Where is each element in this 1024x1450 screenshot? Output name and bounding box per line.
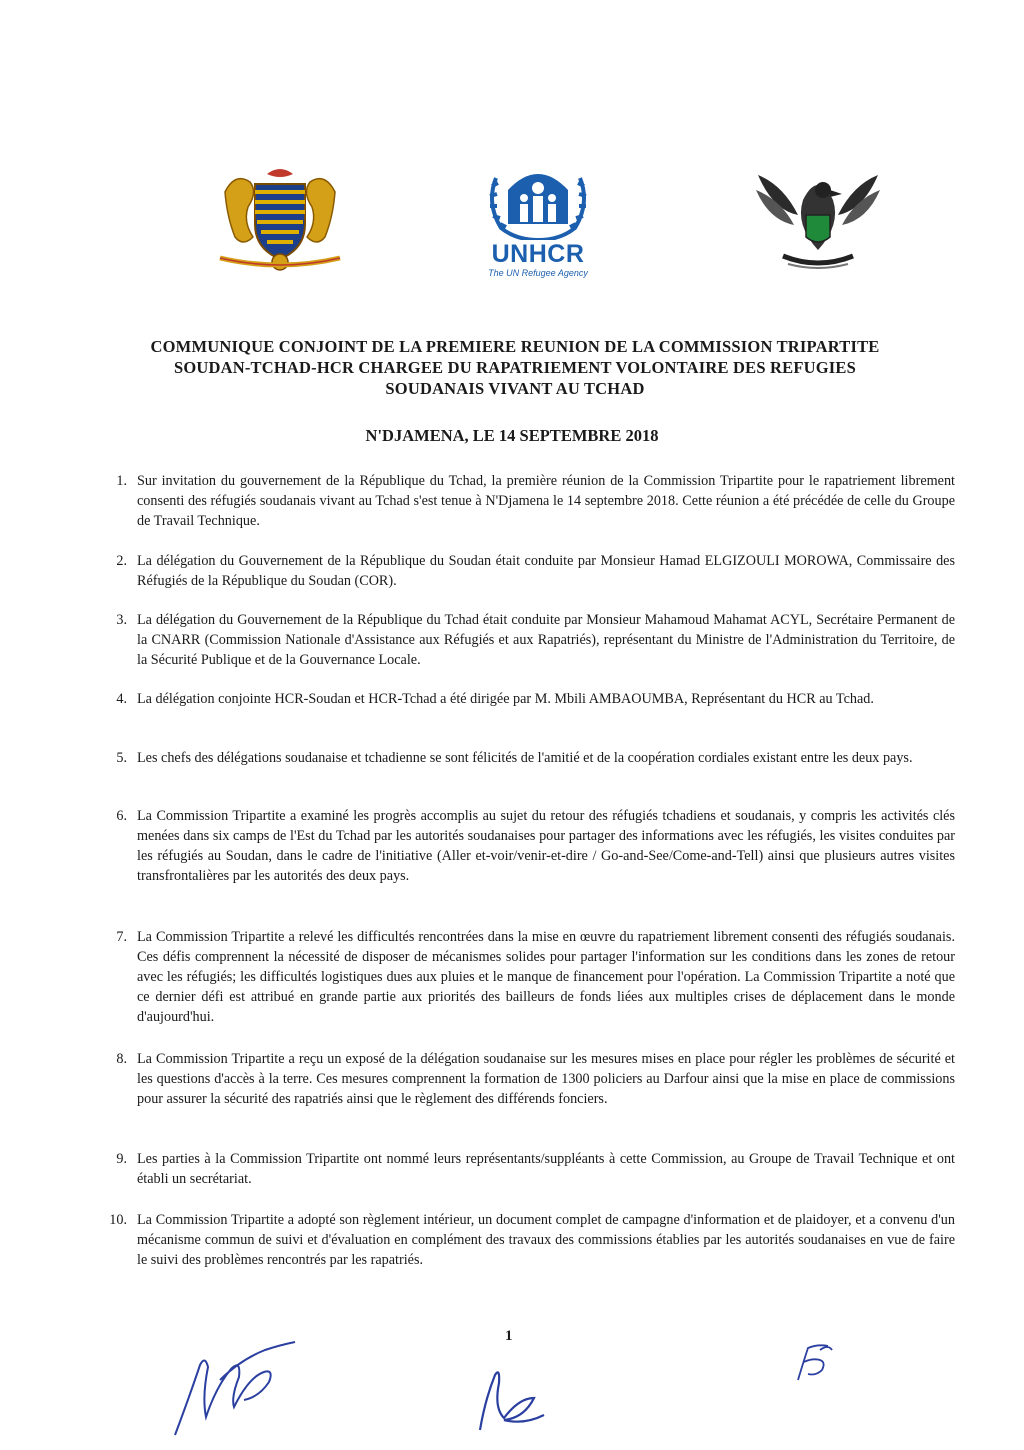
item-number: 5. <box>116 750 127 766</box>
item-number: 9. <box>116 1151 127 1167</box>
item-number: 2. <box>116 553 127 569</box>
unhcr-logo <box>478 158 598 280</box>
item-number: 10. <box>109 1212 127 1228</box>
item-text: La Commission Tripartite a examiné les progrès accomplis au sujet du retour des réfugiés tchadiens et soudanais, y compris les activités clés menées dans six camps de l'Est du Tchad par les autorités soudanaises pour partager des informations avec les réfugiés, les visites conduites par les réfugiés au Soudan, dans le cadre de l'initiative (Aller et-voir/venir-et-dire / Go-and-See/Come-and-Tell) ainsi que plusieurs autres visites transfrontalières par les autorités des deux pays. <box>137 808 955 884</box>
item-number: 4. <box>116 691 127 707</box>
item-text: Les chefs des délégations soudanaise et tchadienne se sont félicités de l'amitié et de la coopération cordiales existant entre les deux pays. <box>137 750 913 766</box>
title-line-1: COMMUNIQUE CONJOINT DE LA PREMIERE REUNION DE LA COMMISSION TRIPARTITE <box>150 337 880 356</box>
item-text: La délégation du Gouvernement de la République du Tchad était conduite par Monsieur Mahamoud Mahamat ACYL, Secrétaire Permanent de la CNARR (Commission Nationale d'Assistance aux Réfugiés et aux Rapatriés), représentant du Ministre de l'Administration du Territoire, de la Sécurité Publique et de la Gouvernance Locale. <box>137 612 955 668</box>
item-text: Les parties à la Commission Tripartite ont nommé leurs représentants/suppléants à cette Commission, au Groupe de Travail Technique et ont établi un secrétariat. <box>137 1151 955 1187</box>
item-text: La Commission Tripartite a adopté son règlement intérieur, un document complet de campagne d'information et de plaidoyer, et a convenu d'un mécanisme commun de suivi et d'évaluation en complément des travaux des commissions établies par les autorités soudanaises en vue de faire le suivi des problèmes rencontrés par les rapatriés. <box>137 1212 955 1268</box>
item-number: 7. <box>116 929 127 945</box>
unhcr-tagline: The UN Refugee Agency <box>488 268 588 278</box>
item-text: La délégation du Gouvernement de la République du Soudan était conduite par Monsieur Hamad ELGIZOULI MOROWA, Commissaire des Réfugiés de la République du Soudan (COR). <box>137 553 955 589</box>
chad-coat-of-arms-icon <box>205 162 355 277</box>
signature-left-icon <box>165 1340 305 1445</box>
list-item <box>95 610 955 670</box>
header-logos <box>0 150 1024 280</box>
item-number: 8. <box>116 1051 127 1067</box>
dateline: N'DJAMENA, LE 14 SEPTEMBRE 2018 <box>365 426 659 445</box>
item-text: La Commission Tripartite a reçu un exposé de la délégation soudanaise sur les mesures mises en place pour régler les problèmes de sécurité et les questions d'accès à la terre. Ces mesures comprennent la formation de 1300 policiers au Darfour ainsi que la mise en place de commissions pour assurer la sécurité des rapatriés ainsi que le règlement des différends fonciers. <box>137 1051 955 1107</box>
list-item <box>95 471 955 531</box>
item-text: La délégation conjointe HCR-Soudan et HCR-Tchad a été dirigée par M. Mbili AMBAOUMBA, Représentant du HCR au Tchad. <box>137 691 874 707</box>
list-item <box>95 689 955 709</box>
unhcr-wordmark: UNHCR <box>491 240 585 268</box>
signature-middle-icon <box>460 1360 550 1440</box>
item-text: La Commission Tripartite a relevé les difficultés rencontrées dans la mise en œuvre du rapatriement librement consenti des réfugiés soudanais. Ces défis comprennent la nécessité de disposer de mécanismes solides pour partager l'information sur les conditions dans les zones de retour avec les réfugiés; les difficultés logistiques dues aux pluies et le manque de financement pour l'opération. La Commission Tripartite a noté que ce dernier défi est attribué en grande partie aux priorités des bailleurs de fonds liées aux multiples crises de déplacement dans le monde d'aujourd'hui. <box>137 929 955 1025</box>
list-item <box>95 551 955 591</box>
list-item <box>95 1149 955 1189</box>
list-item <box>95 1210 955 1270</box>
list-item <box>95 748 955 768</box>
item-number: 6. <box>116 808 127 824</box>
title-line-3: SOUDANAIS VIVANT AU TCHAD <box>385 379 645 398</box>
list-item <box>95 806 955 886</box>
sudan-emblem-icon <box>748 160 888 278</box>
unhcr-emblem-icon <box>478 158 598 240</box>
page-number: 1 <box>505 1328 513 1344</box>
item-text: Sur invitation du gouvernement de la République du Tchad, la première réunion de la Commission Tripartite pour le rapatriement librement consenti des réfugiés soudanais vivant au Tchad s'est tenue à N'Djamena le 14 septembre 2018. Cette réunion a été précédée de celle du Groupe de Travail Technique. <box>137 473 955 529</box>
title-line-2: SOUDAN-TCHAD-HCR CHARGEE DU RAPATRIEMENT VOLONTAIRE DES REFUGIES <box>173 358 857 377</box>
list-item <box>95 1049 955 1109</box>
signature-right-icon <box>790 1340 840 1385</box>
list-item <box>95 927 955 1027</box>
item-number: 3. <box>116 612 127 628</box>
communique-title <box>90 336 940 399</box>
item-number: 1. <box>116 473 127 489</box>
